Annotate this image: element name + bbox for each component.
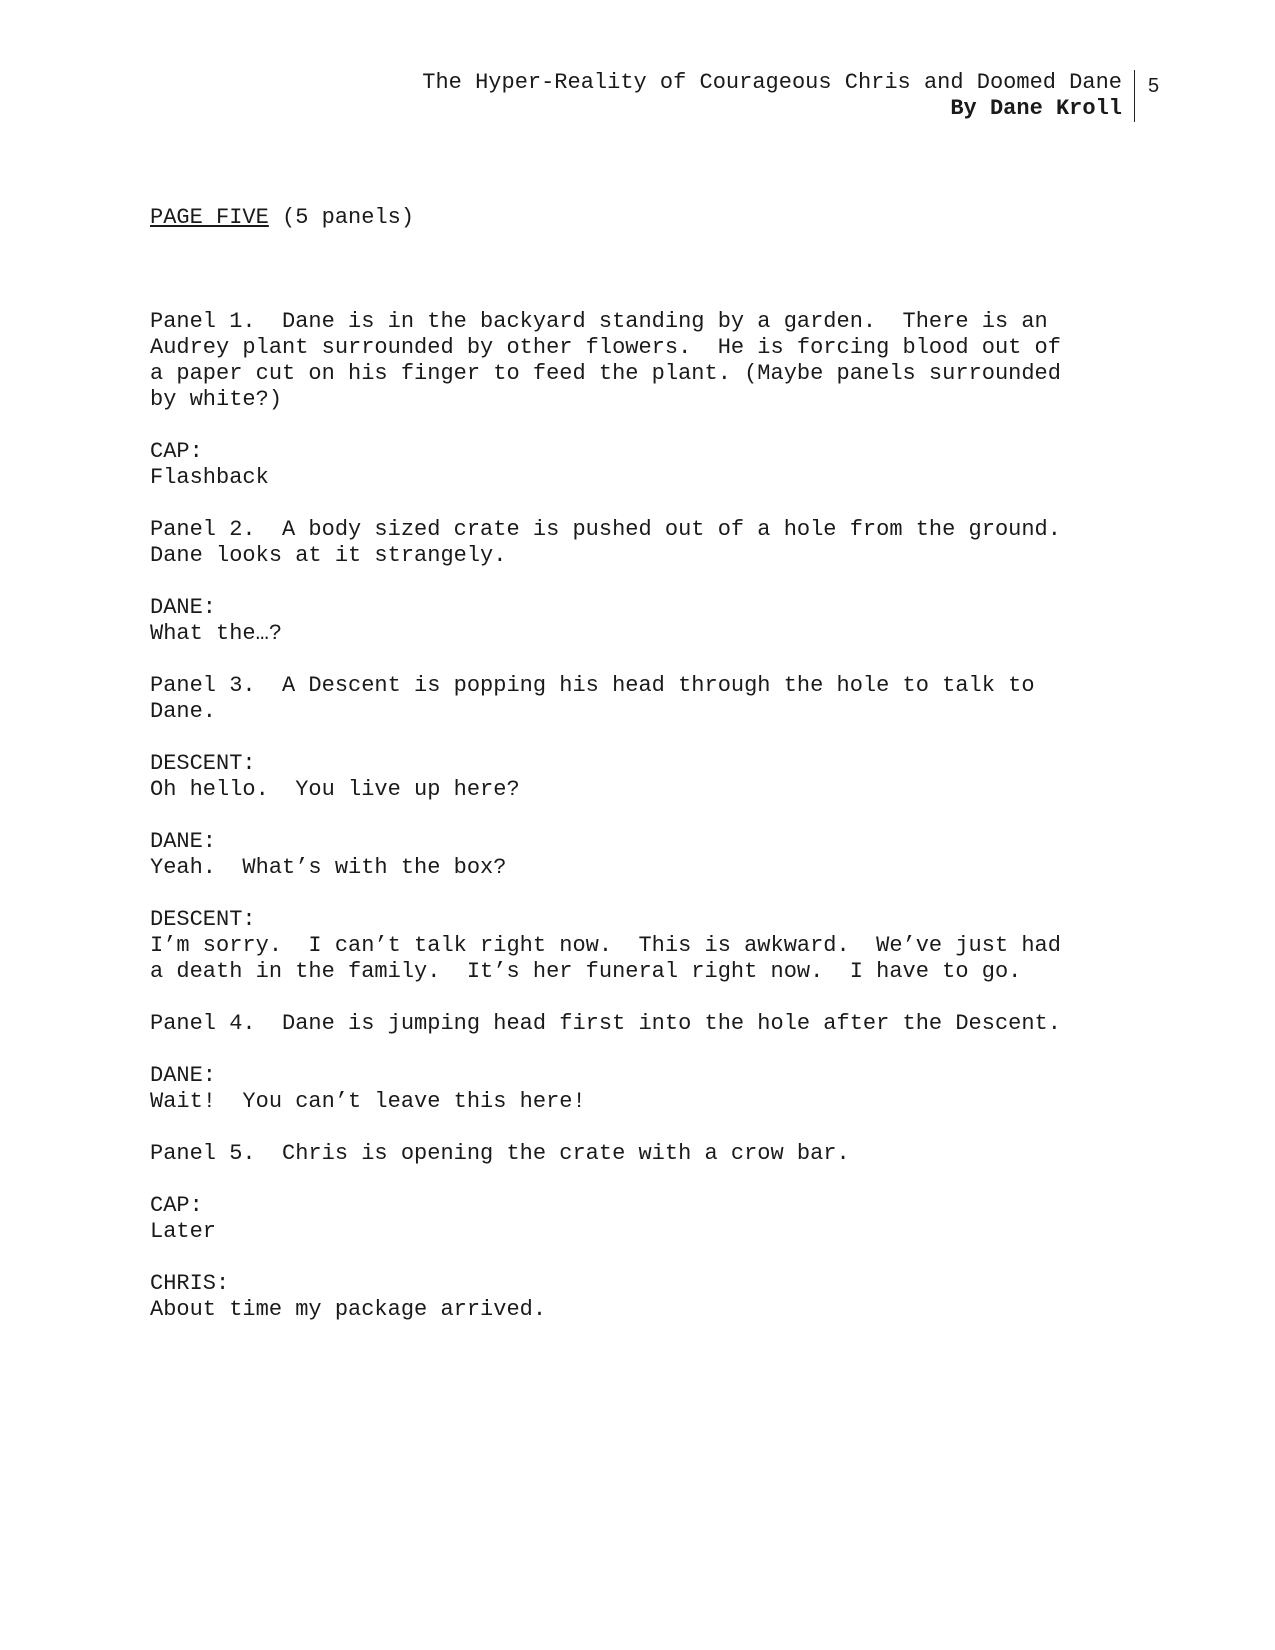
panel-text-line: Panel 1. Dane is in the backyard standing by a garden. There is an [150, 309, 1048, 334]
panel-description [150, 1141, 1150, 1167]
panel-text-line: Audrey plant surrounded by other flowers. He is forcing blood out of [150, 335, 1061, 360]
panel-count: (5 panels) [268, 205, 415, 230]
speaker-name: DESCENT: [150, 751, 256, 776]
dialogue-line: I’m sorry. I can’t talk right now. This is awkward. We’ve just had [150, 933, 1061, 958]
speaker-name: DESCENT: [150, 907, 256, 932]
dialogue-line: Flashback [150, 465, 269, 490]
page-heading-label: PAGE FIVE [150, 205, 269, 230]
panel-text-line: Panel 2. A body sized crate is pushed out of a hole from the ground. [150, 517, 1061, 542]
panel-description [150, 673, 1150, 725]
dialogue-block [150, 1063, 1150, 1115]
page-heading [150, 205, 1150, 231]
dialogue-block [150, 751, 1150, 803]
panel-text-line: Dane looks at it strangely. [150, 543, 507, 568]
panel-text-line: a paper cut on his finger to feed the plant. (Maybe panels surrounded [150, 361, 1061, 386]
script-blocks [150, 309, 1150, 1323]
dialogue-line: About time my package arrived. [150, 1297, 547, 1322]
dialogue-block [150, 829, 1150, 881]
speaker-name: DANE: [150, 595, 217, 620]
author-byline: By Dane Kroll [950, 96, 1122, 121]
dialogue-block [150, 1271, 1150, 1323]
speaker-name: CHRIS: [150, 1271, 230, 1296]
dialogue-line: a death in the family. It’s her funeral right now. I have to go. [150, 959, 1022, 984]
speaker-name: DANE: [150, 829, 217, 854]
dialogue-line: Later [150, 1219, 217, 1244]
dialogue-line: What the…? [150, 621, 283, 646]
dialogue-block [150, 439, 1150, 491]
speaker-name: CAP: [150, 1193, 203, 1218]
page-number: 5 [1148, 75, 1160, 97]
dialogue-block [150, 595, 1150, 647]
panel-text-line: Panel 4. Dane is jumping head first into the hole after the Descent. [150, 1011, 1061, 1036]
speaker-name: CAP: [150, 439, 203, 464]
document-title: The Hyper-Reality of Courageous Chris and Doomed Dane [422, 70, 1122, 95]
panel-text-line: Panel 5. Chris is opening the crate with a crow bar. [150, 1141, 850, 1166]
speaker-name: DANE: [150, 1063, 217, 1088]
dialogue-line: Yeah. What’s with the box? [150, 855, 507, 880]
dialogue-line: Oh hello. You live up here? [150, 777, 520, 802]
panel-text-line: Panel 3. A Descent is popping his head through the hole to talk to [150, 673, 1035, 698]
dialogue-line: Wait! You can’t leave this here! [150, 1089, 586, 1114]
panel-description [150, 309, 1150, 413]
panel-text-line: Dane. [150, 699, 217, 724]
panel-text-line: by white?) [150, 387, 283, 412]
dialogue-block [150, 1193, 1150, 1245]
page-header [422, 70, 1135, 122]
panel-description [150, 1011, 1150, 1037]
panel-description [150, 517, 1150, 569]
script-body [150, 153, 1150, 1375]
dialogue-block [150, 907, 1150, 985]
